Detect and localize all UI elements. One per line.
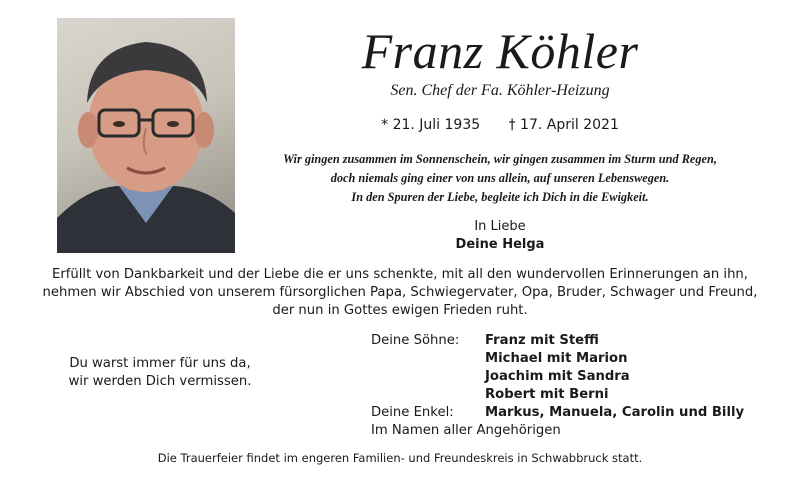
- farewell-text: [40, 355, 280, 391]
- poem-line: In den Spuren der Liebe, begleite ich Dich in die Ewigkeit.: [351, 190, 649, 204]
- funeral-notice: Die Trauerfeier findet im engeren Familien- und Freundeskreis in Schwabbruck statt.: [157, 451, 643, 465]
- closing-line: Im Namen aller Angehörigen: [371, 423, 561, 438]
- in-love-block: [250, 218, 750, 254]
- deceased-name: Franz Köhler: [361, 23, 639, 79]
- farewell-line: Du warst immer für uns da,: [69, 356, 251, 371]
- son-entry: Michael mit Marion: [485, 351, 628, 366]
- birth-date: * 21. Juli 1935: [381, 117, 481, 133]
- family-row: [371, 350, 744, 368]
- in-love-intro: In Liebe: [474, 219, 526, 234]
- family-row: [371, 368, 744, 386]
- in-love-signer: Deine Helga: [455, 237, 545, 252]
- portrait-illustration: [57, 18, 235, 253]
- life-dates: [250, 117, 750, 133]
- death-date: † 17. April 2021: [508, 117, 619, 133]
- main-text-line: der nun in Gottes ewigen Frieden ruht.: [272, 303, 528, 318]
- son-entry: Robert mit Berni: [485, 387, 609, 402]
- portrait-photo: [57, 18, 235, 253]
- poem: [250, 150, 750, 207]
- family-row: [371, 332, 744, 350]
- poem-line: doch niemals ging einer von uns allein, auf unseren Lebenswegen.: [330, 171, 670, 185]
- family-row: [371, 404, 744, 422]
- poem-line: Wir gingen zusammen im Sonnenschein, wir gingen zusammen im Sturm und Regen,: [283, 152, 717, 166]
- sons-label: Deine Söhne:: [371, 333, 460, 348]
- deceased-title: Sen. Chef der Fa. Köhler-Heizung: [390, 82, 610, 99]
- family-row: [371, 386, 744, 404]
- son-entry: Joachim mit Sandra: [485, 369, 630, 384]
- son-entry: Franz mit Steffi: [485, 333, 599, 348]
- family-list: [371, 332, 744, 440]
- grandchildren-label: Deine Enkel:: [371, 405, 454, 420]
- main-text-line: Erfüllt von Dankbarkeit und der Liebe die er uns schenkte, mit all den wundervollen Erinnerungen an ihn,: [52, 267, 748, 282]
- family-row: [371, 422, 744, 440]
- main-text: [20, 266, 780, 320]
- farewell-line: wir werden Dich vermissen.: [68, 374, 252, 389]
- grandchildren-names: Markus, Manuela, Carolin und Billy: [485, 405, 745, 420]
- main-text-line: nehmen wir Abschied von unserem fürsorglichen Papa, Schwiegervater, Opa, Bruder, Schwager und Freund,: [42, 285, 758, 300]
